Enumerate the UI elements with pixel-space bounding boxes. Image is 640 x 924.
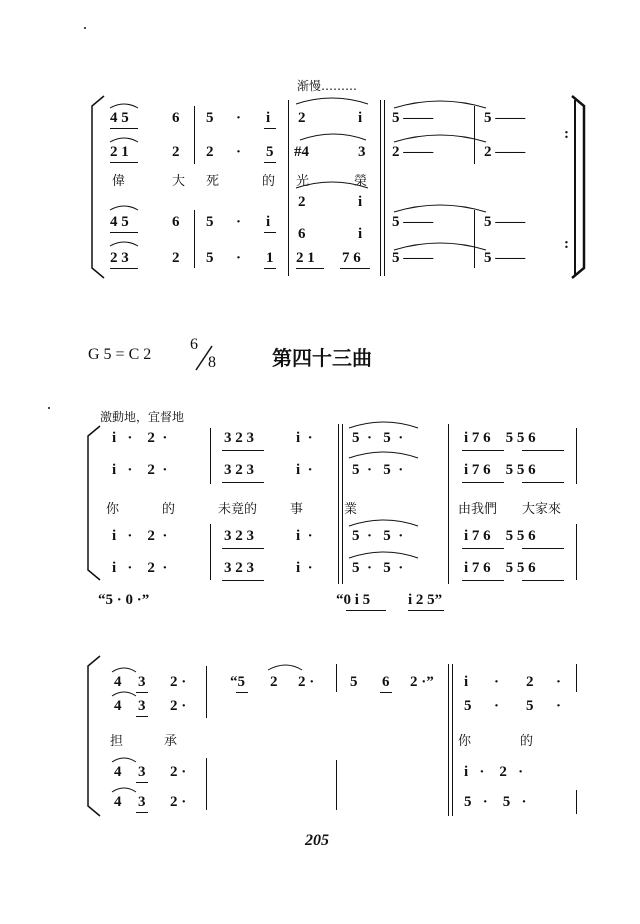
note: i · bbox=[296, 430, 313, 446]
note: · bbox=[556, 698, 562, 714]
note: 2 bbox=[172, 250, 180, 266]
beam bbox=[380, 692, 392, 693]
barline bbox=[576, 790, 577, 814]
lyric: 担 bbox=[110, 734, 124, 749]
note: 2 · bbox=[298, 674, 315, 690]
note: “5 bbox=[230, 674, 245, 690]
note: i bbox=[266, 214, 271, 230]
barline bbox=[576, 524, 577, 580]
note: 3 bbox=[138, 698, 146, 714]
barline bbox=[336, 664, 337, 692]
note: 2 ·” bbox=[410, 674, 434, 690]
note: 5 bbox=[464, 698, 472, 714]
meter-denominator: 8 bbox=[208, 354, 216, 371]
note: 3 bbox=[138, 764, 146, 780]
barline bbox=[576, 428, 577, 484]
note: i 7 6 5 5 6 bbox=[464, 528, 536, 544]
lyric: 業 bbox=[344, 502, 358, 517]
note: 6 bbox=[172, 110, 180, 126]
note: 6 bbox=[172, 214, 180, 230]
note: 2 —— bbox=[484, 144, 526, 160]
beam bbox=[462, 548, 504, 549]
beam bbox=[462, 580, 504, 581]
piece-title: 第四十三曲 bbox=[272, 346, 372, 370]
note: · bbox=[236, 214, 242, 230]
note: · bbox=[556, 674, 562, 690]
note: 5 · 5 · bbox=[464, 794, 527, 810]
note: 3 bbox=[138, 794, 146, 810]
beam bbox=[346, 610, 386, 611]
note: · bbox=[236, 144, 242, 160]
beam bbox=[408, 610, 444, 611]
note: 4 bbox=[114, 764, 122, 780]
note: 6 bbox=[298, 226, 306, 242]
note: 5 bbox=[206, 110, 214, 126]
note: 2 bbox=[526, 674, 534, 690]
lyric: 承 bbox=[164, 734, 178, 749]
lyric: 未竟的 bbox=[218, 502, 258, 517]
barline bbox=[576, 664, 577, 692]
lyric: 榮 bbox=[354, 174, 368, 189]
note: 5 —— bbox=[392, 110, 434, 126]
beam bbox=[522, 548, 564, 549]
lyric: 偉 bbox=[112, 174, 126, 189]
note: 3 2 3 bbox=[224, 430, 254, 446]
note: 5 —— bbox=[392, 250, 434, 266]
note: 2 bbox=[298, 194, 306, 210]
page-number: 205 bbox=[305, 832, 329, 849]
beam bbox=[522, 450, 564, 451]
note: i 7 6 5 5 6 bbox=[464, 560, 536, 576]
barline bbox=[338, 424, 339, 584]
note: 5 · 5 · bbox=[352, 462, 404, 478]
note: i · bbox=[296, 560, 313, 576]
note: · bbox=[494, 698, 500, 714]
lyric: 大 bbox=[172, 174, 186, 189]
note: 2 bbox=[172, 144, 180, 160]
beam bbox=[136, 692, 148, 693]
note: 4 5 bbox=[110, 214, 129, 230]
note: 2 · bbox=[170, 698, 187, 714]
lyric: 的 bbox=[162, 502, 176, 517]
note: 2 · bbox=[170, 794, 187, 810]
note: 2 1 bbox=[110, 144, 129, 160]
barline bbox=[336, 760, 337, 810]
beam bbox=[222, 450, 264, 451]
note: 2 bbox=[270, 674, 278, 690]
note: 5 bbox=[266, 144, 274, 160]
note: i · bbox=[296, 462, 313, 478]
note: 4 bbox=[114, 794, 122, 810]
barline bbox=[206, 666, 207, 718]
beam bbox=[136, 812, 148, 813]
note: 5 · 5 · bbox=[352, 528, 404, 544]
note: 5 bbox=[350, 674, 358, 690]
humming-mark: “0 i 5 bbox=[336, 592, 371, 608]
note: 3 bbox=[358, 144, 366, 160]
note: i · 2 · bbox=[112, 560, 168, 576]
barline bbox=[342, 424, 343, 584]
key-signature: G 5 = C 2 bbox=[88, 346, 152, 363]
note: 7 6 bbox=[342, 250, 361, 266]
note: 5 —— bbox=[484, 250, 526, 266]
note: 3 2 3 bbox=[224, 528, 254, 544]
lyric: 大家來 bbox=[522, 502, 562, 517]
beam bbox=[222, 580, 264, 581]
beam bbox=[222, 548, 264, 549]
barline bbox=[210, 428, 211, 484]
lyric: 由我們 bbox=[458, 502, 498, 517]
note: · bbox=[236, 250, 242, 266]
note: i bbox=[358, 226, 363, 242]
note: 1 bbox=[266, 250, 274, 266]
humming-mark: “5 · 0 ·” bbox=[98, 592, 150, 608]
beam bbox=[522, 580, 564, 581]
repeat-dots: : bbox=[564, 236, 569, 252]
beam bbox=[462, 482, 504, 483]
note: i bbox=[358, 194, 363, 210]
lyric: 你 bbox=[458, 734, 472, 749]
note: i · 2 · bbox=[464, 764, 524, 780]
note: · bbox=[494, 674, 500, 690]
barline bbox=[206, 758, 207, 810]
note: 4 bbox=[114, 698, 122, 714]
note: 5 · 5 · bbox=[352, 560, 404, 576]
note: i · 2 · bbox=[112, 430, 168, 446]
notes-s1-row1: 4 5 bbox=[110, 110, 129, 126]
beam bbox=[236, 692, 248, 693]
note: 2 bbox=[298, 110, 306, 126]
lyric: 的 bbox=[520, 734, 534, 749]
note: 5 bbox=[206, 214, 214, 230]
note: i · 2 · bbox=[112, 462, 168, 478]
note: 5 · 5 · bbox=[352, 430, 404, 446]
note: 6 bbox=[382, 674, 390, 690]
note: i · 2 · bbox=[112, 528, 168, 544]
note: 2 · bbox=[170, 674, 187, 690]
note: 5 —— bbox=[484, 214, 526, 230]
repeat-dots: : bbox=[564, 126, 569, 142]
lyric: 光 bbox=[296, 174, 310, 189]
note: 3 2 3 bbox=[224, 560, 254, 576]
beam bbox=[522, 482, 564, 483]
note: 3 2 3 bbox=[224, 462, 254, 478]
note: 3 bbox=[138, 674, 146, 690]
note: i bbox=[266, 110, 271, 126]
note: 2 bbox=[206, 144, 214, 160]
expression-marking: 激動地，宜督地 bbox=[100, 410, 185, 424]
note: 2 —— bbox=[392, 144, 434, 160]
note: i bbox=[358, 110, 363, 126]
beam bbox=[462, 450, 504, 451]
lyric: 死 bbox=[206, 174, 220, 189]
note: i 7 6 5 5 6 bbox=[464, 462, 536, 478]
lyric: 你 bbox=[106, 502, 120, 517]
lyric: 事 bbox=[290, 502, 304, 517]
note: i 7 6 5 5 6 bbox=[464, 430, 536, 446]
humming-mark: i 2 5” bbox=[408, 592, 443, 608]
barline bbox=[448, 664, 449, 816]
note: 5 bbox=[526, 698, 534, 714]
note: 4 bbox=[114, 674, 122, 690]
barline bbox=[452, 664, 453, 816]
meter-numerator: 6 bbox=[190, 336, 198, 353]
note: 5 bbox=[206, 250, 214, 266]
note: 2 3 bbox=[110, 250, 129, 266]
note: #4 bbox=[294, 144, 309, 160]
note: 2 · bbox=[170, 764, 187, 780]
note: 2 1 bbox=[296, 250, 315, 266]
note: · bbox=[236, 110, 242, 126]
beam bbox=[222, 482, 264, 483]
note: i bbox=[464, 674, 469, 690]
beam bbox=[136, 716, 148, 717]
beam bbox=[136, 782, 148, 783]
note: 5 —— bbox=[484, 110, 526, 126]
barline bbox=[210, 524, 211, 580]
note: 5 —— bbox=[392, 214, 434, 230]
barline bbox=[448, 424, 449, 584]
lyric: 的 bbox=[262, 174, 276, 189]
expression-rit: 渐慢……… bbox=[297, 79, 358, 93]
note: i · bbox=[296, 528, 313, 544]
